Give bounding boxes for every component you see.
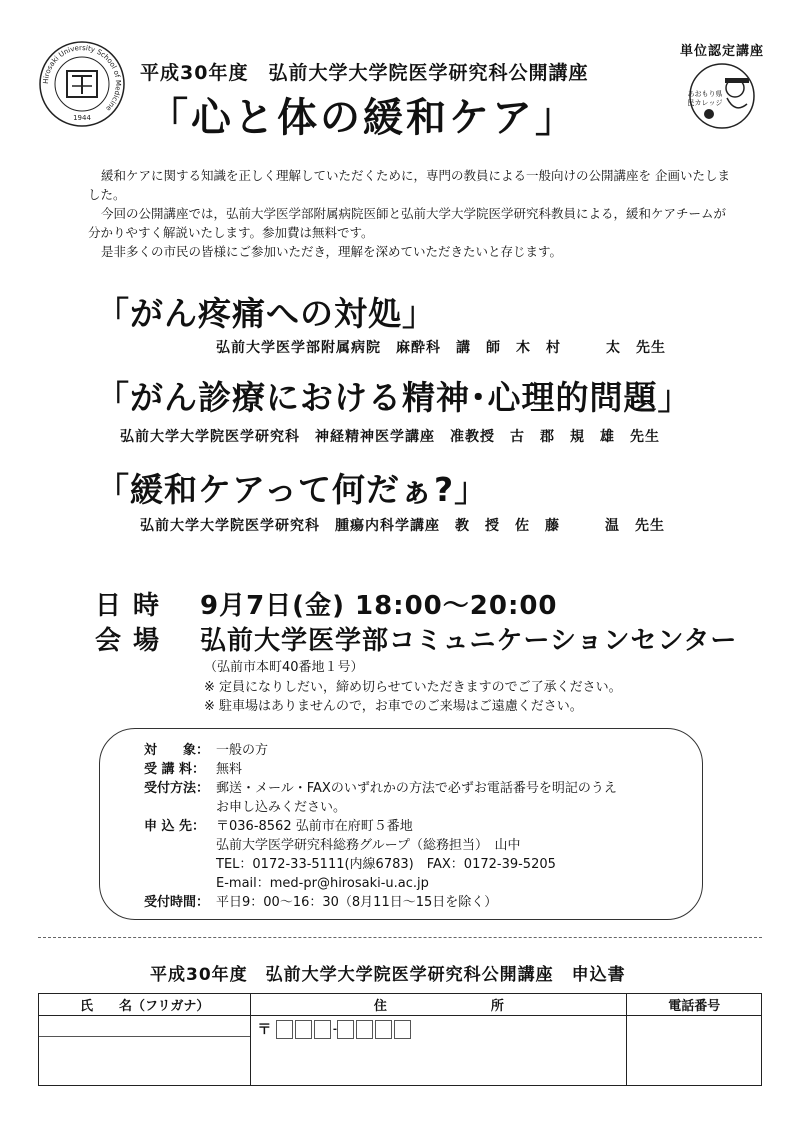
venue-address: （弘前市本町40番地１号） (204, 660, 364, 675)
notice-parking: ※ 駐車場はありませんので，お車でのご来場はご遠慮ください。 (204, 699, 583, 714)
intro-paragraph: 緩和ケアに関する知識を正しく理解していただくために，専門の教員による一般向けの公開講座を 企画いたしました。 (88, 168, 730, 202)
name-field[interactable] (39, 1037, 250, 1085)
date-label: 日時 (95, 591, 172, 621)
intro-text (88, 166, 738, 261)
lecture-title: 「がん疼痛への対処」 (96, 294, 436, 333)
svg-text:Hirosaki University School of: Hirosaki University School of Medicine (41, 43, 123, 113)
name-header: 氏 名（フリガナ） (39, 994, 251, 1016)
target-label: 対 象： (144, 743, 210, 758)
lecture-title: 「緩和ケアって何だぁ?」 (96, 470, 489, 509)
apply-address: 〒036-8562 弘前市在府町５番地 (216, 819, 413, 834)
application-form (38, 993, 762, 1086)
application-info-box (99, 728, 703, 920)
method-value: お申し込みください。 (216, 800, 347, 815)
lecturer-info: 弘前大学大学院医学研究科 神経精神医学講座 准教授 古 郡 規 雄 先生 (120, 429, 660, 445)
postal-mark: 〒 (257, 1022, 272, 1038)
credit-course-logo (677, 44, 767, 134)
event-heading: 平成30年度 弘前大学大学院医学研究科公開講座 (140, 62, 589, 84)
venue-label: 会場 (95, 626, 172, 656)
college-name: あおもり県民カレッジ (687, 90, 723, 107)
lecturer-info: 弘前大学大学院医学研究科 腫瘍内科学講座 教 授 佐 藤 温 先生 (140, 518, 665, 534)
apply-office: 弘前大学医学研究科総務グループ（総務担当） 山中 (216, 838, 521, 853)
university-seal-logo (38, 40, 126, 128)
page-title: 「心と体の緩和ケア」 (148, 95, 578, 141)
method-label: 受付方法： (144, 781, 210, 796)
apply-phone-fax: TEL：0172-33-5111(内線6783) FAX：0172-39-5205 (216, 857, 556, 872)
lecturer-info: 弘前大学医学部附属病院 麻酔科 講 師 木 村 太 先生 (216, 340, 666, 356)
apply-label: 申 込 先： (144, 819, 206, 834)
form-title: 平成30年度 弘前大学大学院医学研究科公開講座 申込書 (150, 965, 626, 985)
intro-paragraph: 是非多くの市民の皆様にご参加いただき，理解を深めていただきたいと存じます。 (101, 244, 563, 259)
address-cell[interactable] (251, 1016, 627, 1086)
name-cell[interactable] (39, 1016, 251, 1086)
notice-capacity: ※ 定員になりしだい，締め切らせていただきますのでご了承ください。 (204, 680, 622, 695)
venue-value: 弘前大学医学部コミュニケーションセンター (200, 626, 738, 656)
credit-course-label: 単位認定講座 (679, 44, 764, 59)
hours-value: 平日9：00～16：30（8月11日～15日を除く） (216, 895, 498, 910)
target-value: 一般の方 (216, 743, 269, 758)
fee-label: 受 講 料： (144, 762, 206, 777)
hours-label: 受付時間： (144, 895, 210, 910)
cut-line (38, 937, 762, 938)
svg-text:1944: 1944 (73, 114, 91, 122)
phone-cell[interactable] (627, 1016, 762, 1086)
postal-code-field[interactable]: - (276, 1022, 413, 1037)
furigana-field[interactable] (39, 1016, 250, 1037)
date-value: 9月7日(金) 18:00～20:00 (200, 591, 558, 621)
address-header: 住 所 (251, 994, 627, 1016)
intro-paragraph: 今回の公開講座では，弘前大学医学部附属病院医師と弘前大学大学院医学研究科教員による，緩和ケアチームが分かりやすく解説いたします。参加費は無料です。 (88, 206, 727, 240)
phone-header: 電話番号 (627, 994, 762, 1016)
apply-email: E-mail：med-pr@hirosaki-u.ac.jp (216, 876, 429, 891)
fee-value: 無料 (216, 762, 243, 777)
method-value: 郵送・メール・FAXのいずれかの方法で必ずお電話番号を明記のうえ (216, 781, 617, 796)
lecture-title: 「がん診療における精神･心理的問題」 (96, 378, 692, 417)
